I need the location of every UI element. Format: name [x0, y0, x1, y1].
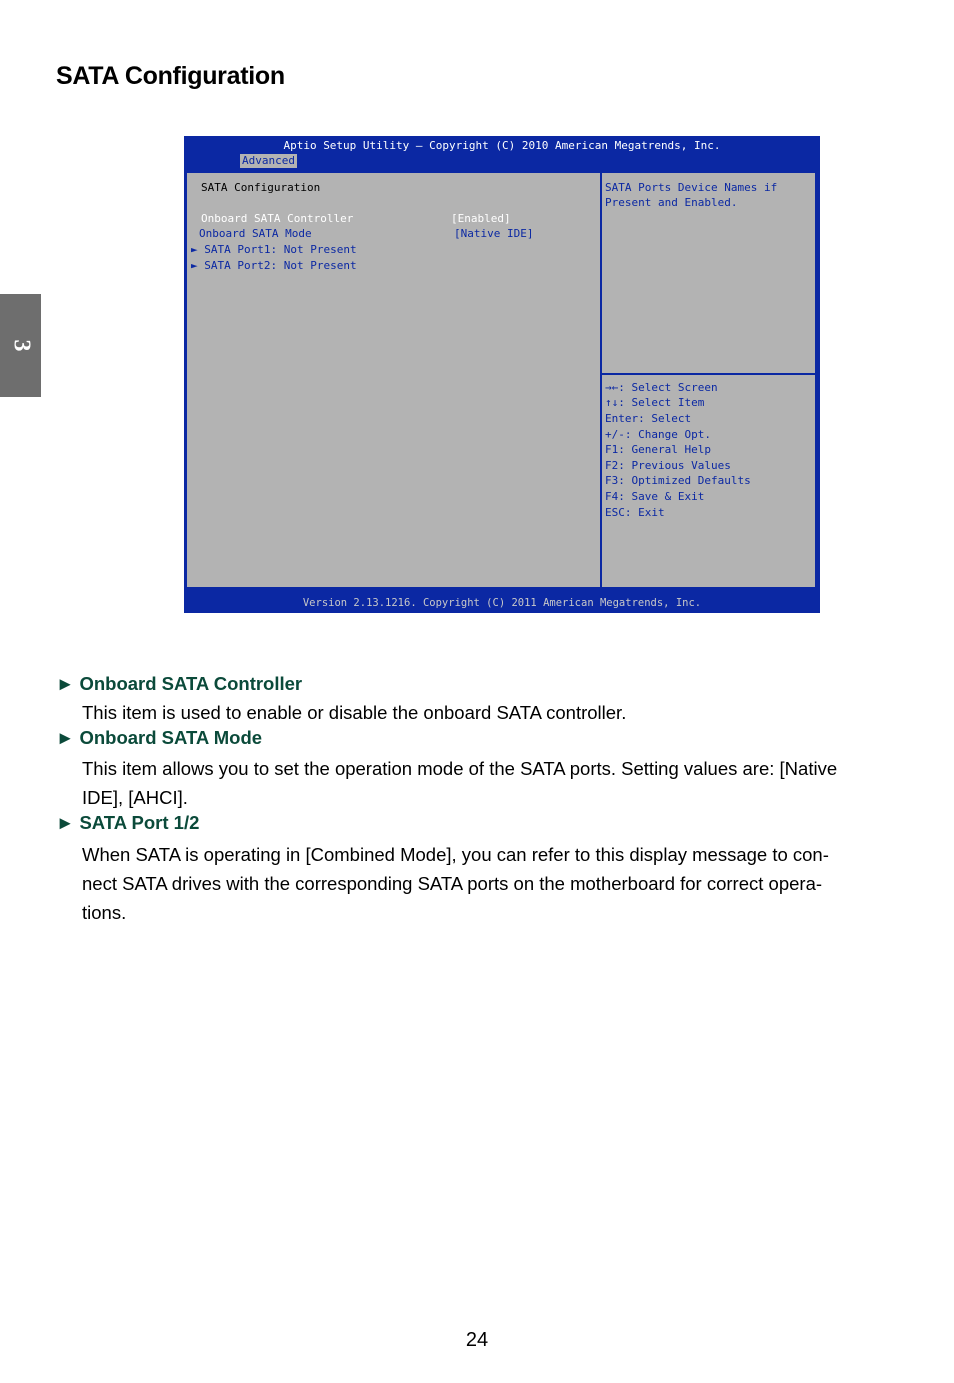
desc-line: This item is used to enable or disable the onboard SATA controller.	[82, 702, 627, 723]
sata-port2-item[interactable]: ► SATA Port2: Not Present	[191, 259, 357, 272]
onboard-sata-mode-label[interactable]: Onboard SATA Mode	[199, 227, 312, 240]
key-help-esc: ESC: Exit	[605, 506, 665, 519]
desc-heading-text: Onboard SATA Mode	[79, 727, 263, 748]
desc-heading-mode	[56, 727, 262, 749]
key-help-f4: F4: Save & Exit	[605, 490, 705, 503]
tab-advanced[interactable]: Advanced	[242, 154, 295, 167]
bios-frame	[186, 172, 816, 588]
desc-heading-text: SATA Port 1/2	[79, 812, 200, 833]
sata-port1-item[interactable]: ► SATA Port1: Not Present	[191, 243, 357, 256]
onboard-sata-controller-label[interactable]: Onboard SATA Controller	[201, 212, 354, 225]
key-help-select-item: ↑↓: Select Item	[605, 396, 705, 409]
triangle-bullet-icon: ►	[56, 812, 75, 833]
desc-line: tions.	[82, 902, 127, 923]
bios-footer: Version 2.13.1216. Copyright (C) 2011 American Megatrends, Inc.	[302, 597, 702, 609]
desc-heading-text: Onboard SATA Controller	[79, 673, 303, 694]
desc-line: This item allows you to set the operation mode of the SATA ports. Setting values are: [Native	[82, 758, 838, 779]
desc-heading-port	[56, 812, 199, 834]
onboard-sata-controller-value[interactable]: [Enabled]	[451, 212, 511, 225]
key-help-change-opt: +/-: Change Opt.	[605, 428, 711, 441]
chapter-tab	[0, 294, 41, 397]
desc-heading-controller	[56, 673, 302, 695]
chapter-number: 3	[8, 339, 34, 352]
desc-text-mode	[82, 754, 882, 812]
help-text-line: Present and Enabled.	[605, 196, 738, 209]
bios-screenshot	[184, 136, 820, 613]
bios-main-panel	[187, 173, 602, 587]
page-number: 24	[465, 1329, 489, 1351]
desc-text-port	[82, 840, 882, 927]
desc-text-controller	[82, 698, 882, 727]
bios-title-text: Aptio Setup Utility – Copyright (C) 2010 American Megatrends, Inc.	[283, 139, 721, 152]
bios-help-panel	[602, 173, 815, 587]
desc-line: When SATA is operating in [Combined Mode], you can refer to this display message to con-	[82, 844, 829, 865]
key-help-select-screen: →←: Select Screen	[605, 381, 718, 394]
triangle-bullet-icon: ►	[56, 727, 75, 748]
desc-line: IDE], [AHCI].	[82, 787, 188, 808]
help-divider	[602, 373, 815, 375]
bios-section-title: SATA Configuration	[201, 181, 321, 194]
key-help-f1: F1: General Help	[605, 443, 711, 456]
help-text-line: SATA Ports Device Names if	[605, 181, 778, 194]
key-help-enter: Enter: Select	[605, 412, 692, 425]
bios-title-bar	[184, 136, 820, 170]
triangle-bullet-icon: ►	[56, 673, 75, 694]
key-help-f2: F2: Previous Values	[605, 459, 731, 472]
key-help-f3: F3: Optimized Defaults	[605, 474, 751, 487]
onboard-sata-mode-value[interactable]: [Native IDE]	[454, 227, 534, 240]
page-title: SATA Configuration	[56, 62, 285, 90]
desc-line: nect SATA drives with the corresponding SATA ports on the motherboard for correct opera-	[82, 873, 823, 894]
